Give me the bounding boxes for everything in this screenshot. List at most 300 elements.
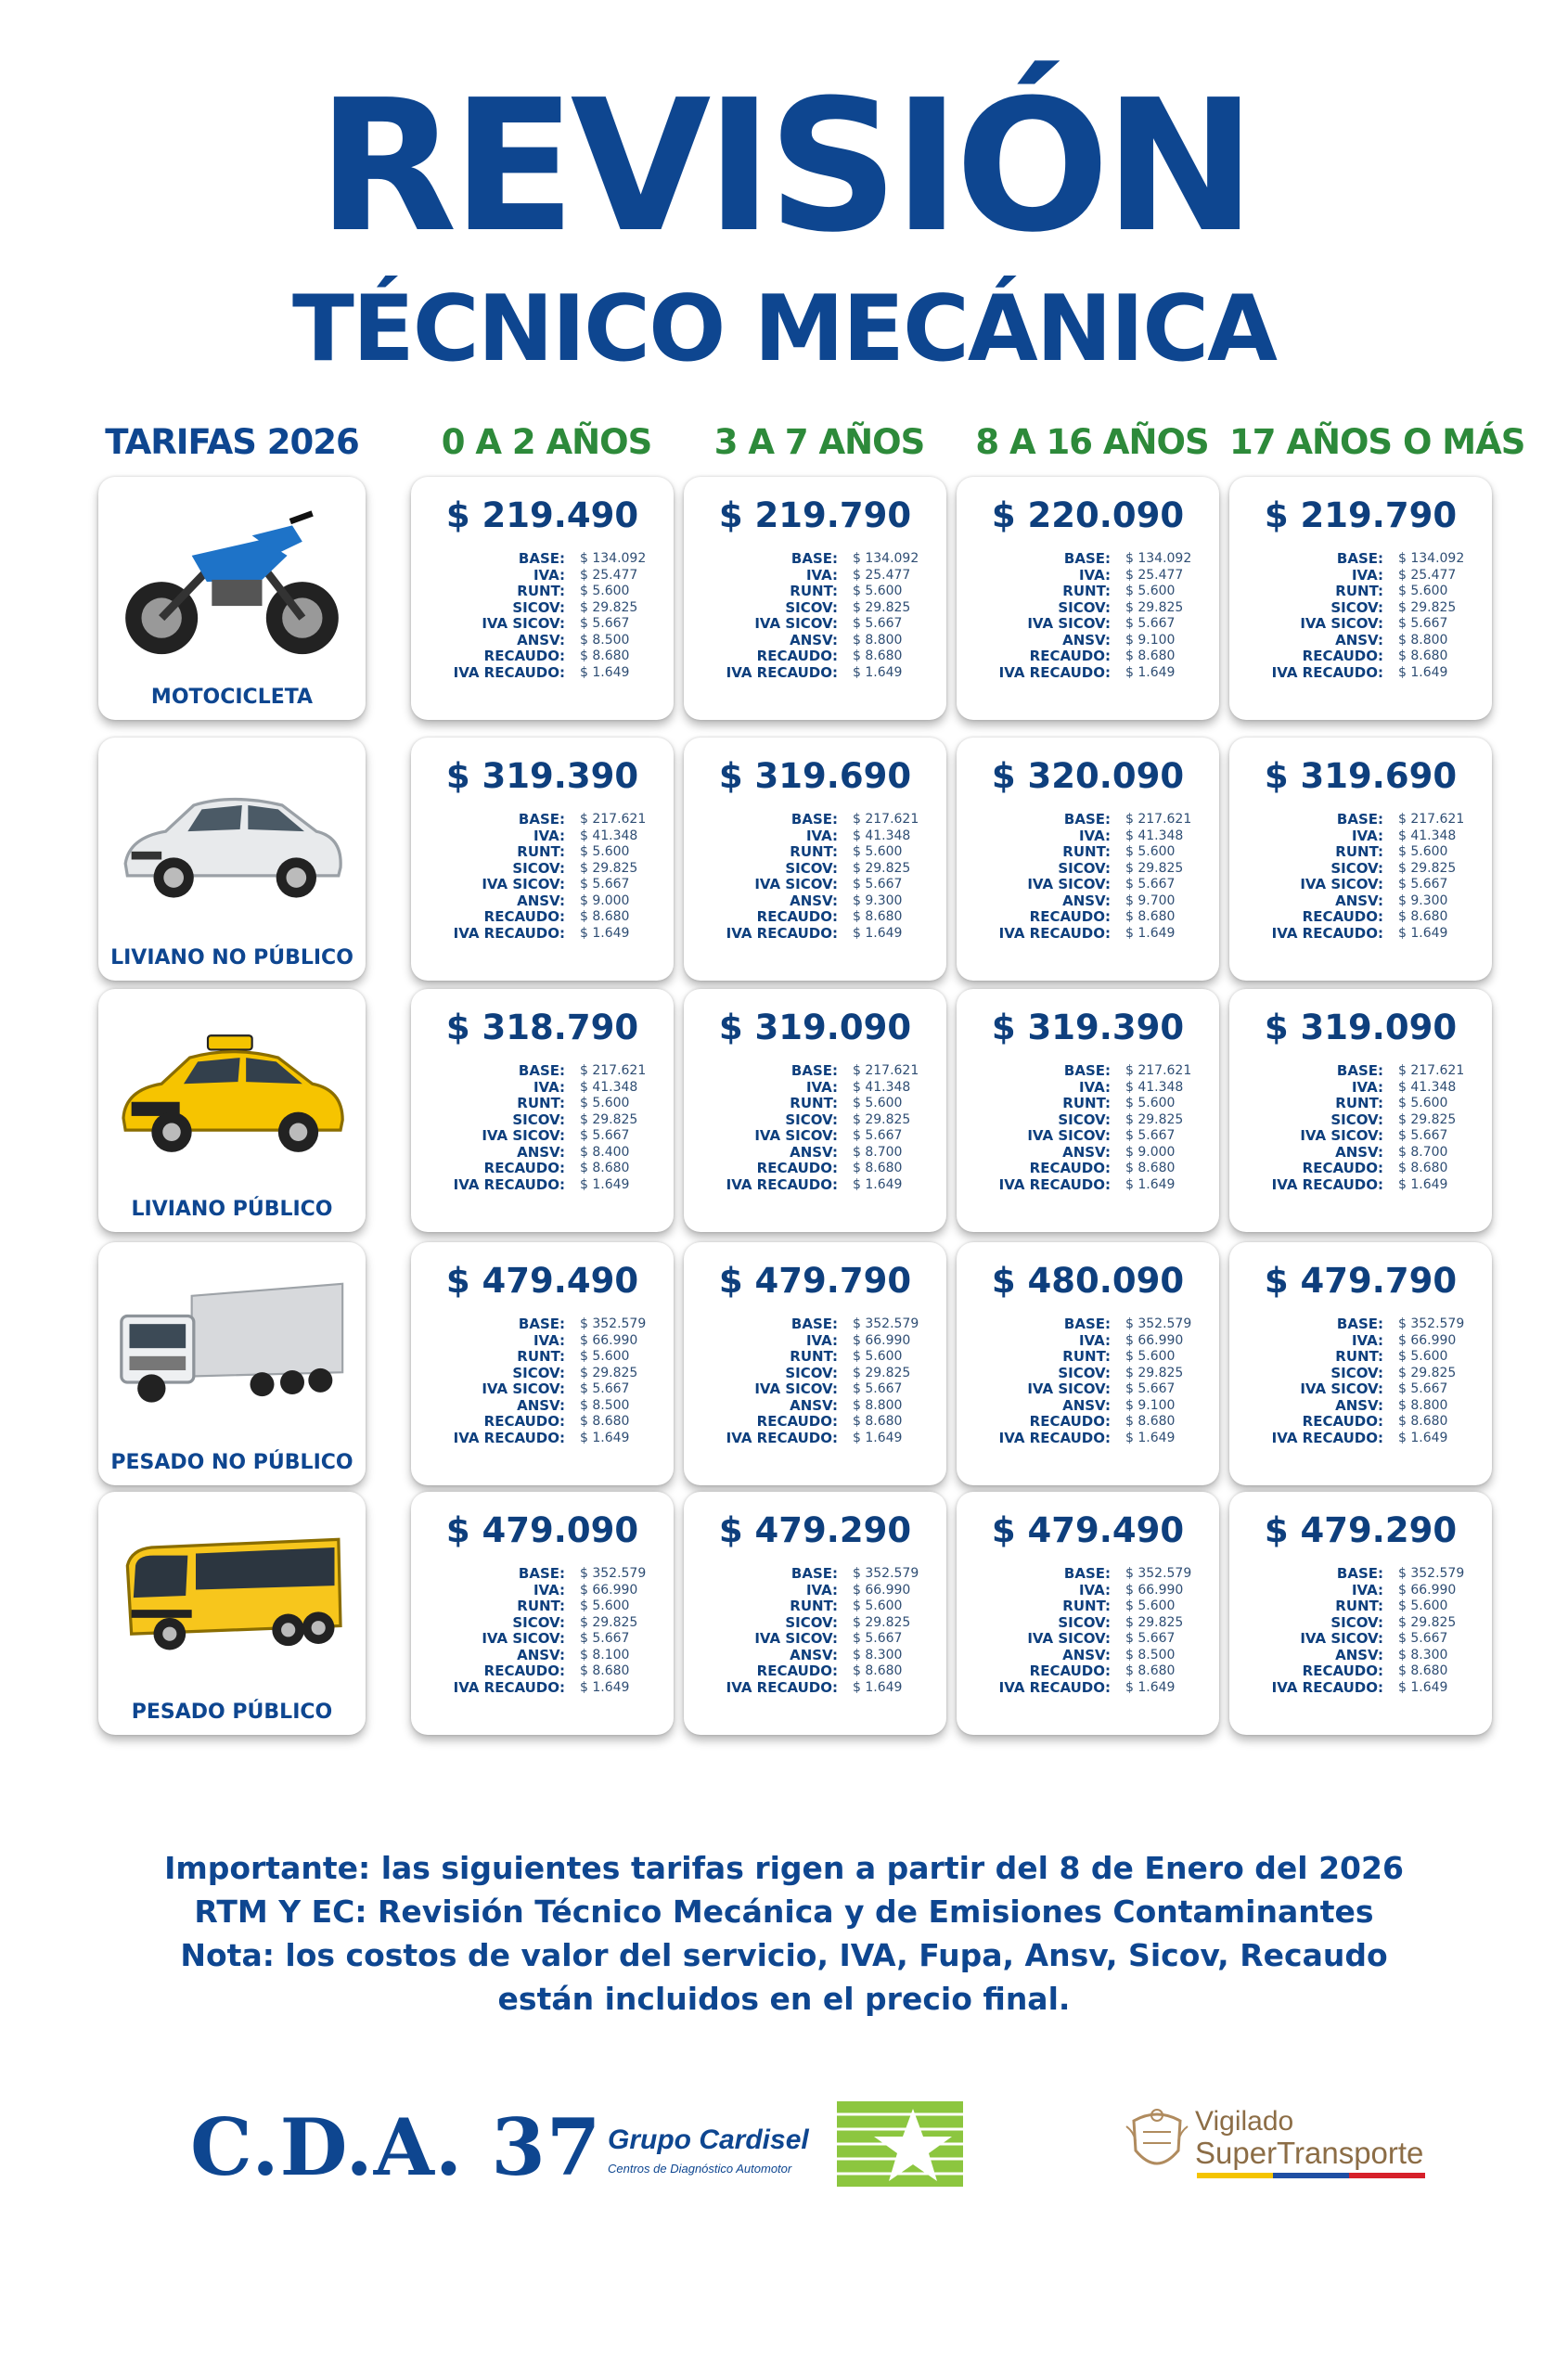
breakdown-value: $ 8.680 [853,1414,903,1429]
breakdown-row [984,844,1210,861]
breakdown-row [439,1381,664,1398]
breakdown-row [1257,568,1483,584]
breakdown-label: BASE: [518,550,565,567]
breakdown-label: RECAUDO: [483,1160,565,1176]
breakdown-value: $ 8.680 [580,1161,630,1175]
breakdown-label: RECAUDO: [756,1662,838,1679]
breakdown-row [984,1316,1210,1333]
breakdown-value: $ 5.667 [580,1128,630,1143]
grupo-cardisel-subtitle: Centros de Diagnóstico Automotor [608,2162,792,2176]
price-card-motocicleta-0 [411,477,674,720]
breakdown-value: $ 5.600 [853,1349,903,1364]
breakdown-value: $ 8.500 [580,632,630,648]
breakdown-row [984,1398,1210,1415]
vehicle-label: MOTOCICLETA [150,686,314,709]
breakdown-row [984,1349,1210,1366]
breakdown-row [984,1112,1210,1129]
breakdown-label: SICOV: [512,598,565,616]
breakdown-value: $ 8.400 [580,1144,630,1160]
breakdown-value: $ 5.667 [580,1381,630,1396]
breakdown-value: $ 8.680 [1398,1663,1448,1678]
price-card-pesado-no-publico-3 [1229,1242,1492,1485]
breakdown-label: BASE: [1063,1062,1111,1079]
price-breakdown [1257,1063,1483,1193]
breakdown-value: $ 29.825 [1125,599,1184,615]
breakdown-value: $ 29.825 [580,860,638,876]
breakdown-label: ANSV: [1335,892,1383,909]
breakdown-value: $ 29.825 [580,1365,638,1380]
price-breakdown [1257,1566,1483,1696]
breakdown-row [439,1063,664,1080]
breakdown-row [712,1381,937,1398]
breakdown-label: IVA RECAUDO: [1271,1678,1383,1696]
breakdown-value: $ 352.579 [1398,1566,1465,1581]
breakdown-label: BASE: [790,1062,838,1079]
breakdown-value: $ 134.092 [1398,551,1465,566]
breakdown-row [984,877,1210,893]
breakdown-label: ANSV: [1062,1396,1111,1414]
breakdown-row [712,861,937,878]
breakdown-row [439,1631,664,1648]
breakdown-value: $ 217.621 [853,1063,919,1078]
breakdown-value: $ 134.092 [1125,551,1192,566]
breakdown-value: $ 1.649 [1125,1679,1176,1695]
breakdown-value: $ 5.667 [1398,1381,1448,1396]
breakdown-row [712,1598,937,1615]
breakdown-label: IVA: [1078,1581,1111,1598]
breakdown-row [1257,633,1483,649]
breakdown-value: $ 29.825 [853,1111,911,1127]
breakdown-row [712,568,937,584]
breakdown-label: IVA RECAUDO: [453,924,565,942]
breakdown-value: $ 8.700 [1398,1144,1448,1160]
breakdown-value: $ 1.649 [580,1430,630,1445]
breakdown-value: $ 9.300 [853,892,903,908]
price-card-liviano-no-publico-3 [1229,738,1492,981]
breakdown-value: $ 9.100 [1125,1397,1176,1413]
breakdown-value: $ 5.600 [580,844,630,859]
breakdown-value: $ 5.667 [853,1128,903,1143]
breakdown-label: IVA RECAUDO: [453,663,565,681]
price-breakdown [712,551,937,681]
breakdown-value: $ 8.680 [1125,909,1176,924]
breakdown-value: $ 5.600 [1398,1096,1448,1110]
total-price: $ 480.090 [991,1261,1185,1301]
breakdown-row [439,633,664,649]
breakdown-value: $ 1.649 [853,1430,903,1445]
breakdown-value: $ 5.600 [580,584,630,598]
price-breakdown [712,1566,937,1696]
breakdown-label: RUNT: [1062,1598,1111,1614]
breakdown-value: $ 8.300 [853,1647,903,1662]
breakdown-value: $ 352.579 [1125,1316,1192,1331]
breakdown-label: IVA RECAUDO: [1271,924,1383,942]
breakdown-row [439,1128,664,1145]
breakdown-row [1257,1566,1483,1583]
breakdown-row [439,1080,664,1097]
breakdown-value: $ 5.600 [853,844,903,859]
breakdown-label: IVA RECAUDO: [1271,1429,1383,1446]
breakdown-row [712,584,937,600]
breakdown-label: IVA: [1078,1078,1111,1096]
breakdown-label: RUNT: [1335,1095,1383,1111]
vehicle-card-liviano-no-publico [98,738,366,981]
breakdown-row [439,893,664,910]
breakdown-value: $ 25.477 [853,567,911,583]
price-breakdown [984,1316,1210,1446]
breakdown-value: $ 41.348 [1125,1079,1184,1095]
breakdown-row [439,1398,664,1415]
breakdown-row [1257,1316,1483,1333]
breakdown-row [1257,616,1483,633]
breakdown-value: $ 8.680 [1398,1161,1448,1175]
breakdown-label: IVA SICOV: [482,1380,565,1397]
breakdown-label: IVA: [1351,566,1383,584]
breakdown-label: RUNT: [1062,1348,1111,1365]
breakdown-value: $ 29.825 [1125,860,1184,876]
breakdown-label: ANSV: [517,631,565,648]
breakdown-value: $ 66.990 [580,1582,638,1598]
breakdown-row [1257,1398,1483,1415]
title-tecnico-mecanica: TÉCNICO MECÁNICA [291,276,1277,382]
breakdown-value: $ 25.477 [1398,567,1457,583]
breakdown-label: SICOV: [1058,1613,1111,1631]
breakdown-label: RUNT: [1062,583,1111,599]
breakdown-label: IVA SICOV: [754,1380,838,1397]
breakdown-row [712,1112,937,1129]
breakdown-label: ANSV: [790,1143,838,1161]
header-age-1: 3 A 7 AÑOS [713,422,925,462]
breakdown-row [439,648,664,665]
breakdown-row [1257,1663,1483,1680]
breakdown-label: IVA: [533,1078,565,1096]
breakdown-row [984,1615,1210,1632]
breakdown-label: IVA: [533,827,565,844]
price-breakdown [984,812,1210,942]
breakdown-value: $ 352.579 [853,1566,919,1581]
breakdown-row [712,909,937,926]
breakdown-value: $ 8.680 [1398,1414,1448,1429]
breakdown-value: $ 29.825 [1398,599,1457,615]
breakdown-label: ANSV: [517,892,565,909]
price-breakdown [1257,1316,1483,1446]
breakdown-row [984,1145,1210,1162]
breakdown-value: $ 8.800 [1398,632,1448,648]
breakdown-label: IVA RECAUDO: [998,1175,1111,1193]
breakdown-label: SICOV: [1058,1110,1111,1128]
breakdown-label: IVA: [1351,1078,1383,1096]
breakdown-value: $ 1.649 [853,664,903,680]
vigilado-text: Vigilado [1195,2106,1294,2137]
breakdown-row [439,1096,664,1112]
vehicle-label: LIVIANO PÚBLICO [131,1198,333,1221]
breakdown-label: BASE: [518,1565,565,1582]
breakdown-row [984,1161,1210,1177]
breakdown-value: $ 5.667 [853,1631,903,1646]
breakdown-label: IVA RECAUDO: [998,663,1111,681]
breakdown-label: SICOV: [512,1364,565,1381]
breakdown-row [712,1680,937,1697]
breakdown-row [712,1177,937,1194]
breakdown-value: $ 5.667 [580,1631,630,1646]
breakdown-label: IVA: [533,1331,565,1349]
total-price: $ 220.090 [991,495,1185,535]
breakdown-label: RECAUDO: [1302,1160,1383,1176]
breakdown-value: $ 5.600 [853,584,903,598]
breakdown-row [439,1663,664,1680]
breakdown-row [1257,1112,1483,1129]
breakdown-value: $ 8.680 [580,1414,630,1429]
breakdown-label: RUNT: [1335,1348,1383,1365]
breakdown-row [439,828,664,845]
breakdown-label: RUNT: [790,1095,838,1111]
breakdown-row [439,926,664,943]
breakdown-label: IVA RECAUDO: [1271,1175,1383,1193]
breakdown-label: IVA RECAUDO: [1271,663,1383,681]
price-breakdown [712,1063,937,1193]
breakdown-label: IVA RECAUDO: [453,1429,565,1446]
total-price: $ 219.790 [718,495,912,535]
breakdown-label: RECAUDO: [756,648,838,664]
price-card-liviano-no-publico-2 [957,738,1219,981]
total-price: $ 319.390 [445,756,639,796]
breakdown-value: $ 217.621 [1125,812,1192,827]
breakdown-row [1257,1333,1483,1350]
breakdown-value: $ 8.800 [853,632,903,648]
breakdown-row [439,1648,664,1664]
breakdown-value: $ 9.700 [1125,892,1176,908]
total-price: $ 479.090 [445,1510,639,1550]
breakdown-row [439,568,664,584]
breakdown-row [1257,1128,1483,1145]
breakdown-row [984,1414,1210,1431]
breakdown-row [712,1316,937,1333]
breakdown-label: RECAUDO: [756,1413,838,1430]
breakdown-value: $ 1.649 [1398,1679,1448,1695]
breakdown-row [1257,909,1483,926]
total-price: $ 479.490 [991,1510,1185,1550]
breakdown-label: RUNT: [1062,1095,1111,1111]
breakdown-row [984,926,1210,943]
breakdown-value: $ 29.825 [580,599,638,615]
breakdown-label: RECAUDO: [483,1413,565,1430]
total-price: $ 219.790 [1264,495,1458,535]
breakdown-row [712,1398,937,1415]
breakdown-value: $ 5.600 [1125,584,1176,598]
vehicle-label: PESADO NO PÚBLICO [110,1451,353,1474]
breakdown-value: $ 1.649 [580,664,630,680]
breakdown-value: $ 5.600 [580,1349,630,1364]
breakdown-row [984,828,1210,845]
header-tarifas: TARIFAS 2026 [105,422,359,462]
breakdown-label: SICOV: [785,598,838,616]
breakdown-label: BASE: [790,1316,838,1332]
breakdown-value: $ 5.600 [1398,584,1448,598]
breakdown-value: $ 5.667 [1398,616,1448,631]
breakdown-row [1257,828,1483,845]
breakdown-value: $ 66.990 [1398,1332,1457,1348]
breakdown-value: $ 8.680 [1398,909,1448,924]
breakdown-row [1257,1414,1483,1431]
breakdown-value: $ 8.680 [1125,1161,1176,1175]
breakdown-row [439,1112,664,1129]
price-card-pesado-no-publico-1 [684,1242,946,1485]
price-breakdown [1257,812,1483,942]
breakdown-label: IVA SICOV: [754,615,838,632]
breakdown-row [439,1680,664,1697]
breakdown-value: $ 29.825 [1125,1365,1184,1380]
breakdown-row [712,600,937,617]
breakdown-value: $ 8.680 [580,909,630,924]
breakdown-row [439,1366,664,1382]
cardisel-star-logo-icon [837,2101,963,2187]
total-price: $ 479.290 [1264,1510,1458,1550]
breakdown-label: IVA RECAUDO: [453,1678,565,1696]
breakdown-value: $ 1.649 [1125,1430,1176,1445]
breakdown-value: $ 5.600 [853,1096,903,1110]
breakdown-value: $ 5.667 [1125,1128,1176,1143]
breakdown-row [712,1566,937,1583]
breakdown-value: $ 8.700 [853,1144,903,1160]
breakdown-value: $ 5.667 [580,616,630,631]
breakdown-row [712,633,937,649]
breakdown-label: BASE: [1063,550,1111,567]
breakdown-label: RUNT: [790,1598,838,1614]
price-breakdown [439,1566,664,1696]
breakdown-label: RECAUDO: [483,1662,565,1679]
breakdown-row [984,648,1210,665]
total-price: $ 479.290 [718,1510,912,1550]
breakdown-value: $ 9.000 [580,892,630,908]
breakdown-row [712,1333,937,1350]
breakdown-row [712,1349,937,1366]
breakdown-value: $ 8.680 [1125,1414,1176,1429]
total-price: $ 479.790 [718,1261,912,1301]
breakdown-value: $ 41.348 [1398,828,1457,843]
breakdown-label: BASE: [1063,1565,1111,1582]
breakdown-row [984,584,1210,600]
price-card-pesado-publico-0 [411,1492,674,1735]
breakdown-label: ANSV: [517,1646,565,1663]
vehicle-card-pesado-publico [98,1492,366,1735]
breakdown-value: $ 5.667 [1125,877,1176,892]
breakdown-value: $ 1.649 [1125,1176,1176,1192]
breakdown-value: $ 1.649 [853,1679,903,1695]
breakdown-value: $ 8.680 [1125,648,1176,663]
breakdown-row [984,909,1210,926]
total-price: $ 320.090 [991,756,1185,796]
breakdown-label: RECAUDO: [1029,648,1111,664]
breakdown-value: $ 5.667 [853,616,903,631]
breakdown-row [984,1366,1210,1382]
breakdown-label: ANSV: [790,892,838,909]
supertransporte-text: SuperTransporte [1195,2136,1424,2170]
breakdown-value: $ 29.825 [1398,860,1457,876]
colombia-shield-icon [1125,2104,1189,2180]
breakdown-value: $ 8.500 [1125,1647,1176,1662]
breakdown-value: $ 352.579 [1398,1316,1465,1331]
breakdown-row [712,665,937,682]
breakdown-row [439,1145,664,1162]
breakdown-row [712,877,937,893]
breakdown-value: $ 9.300 [1398,892,1448,908]
truck-icon [111,1257,353,1435]
breakdown-label: SICOV: [512,859,565,877]
price-breakdown [984,1566,1210,1696]
price-breakdown [439,1063,664,1193]
breakdown-row [984,1631,1210,1648]
price-breakdown [984,1063,1210,1193]
breakdown-value: $ 1.649 [1125,664,1176,680]
total-price: $ 319.090 [1264,1008,1458,1047]
breakdown-row [984,633,1210,649]
breakdown-label: BASE: [1336,1316,1383,1332]
breakdown-label: IVA: [1351,827,1383,844]
breakdown-label: RECAUDO: [1029,1160,1111,1176]
breakdown-label: IVA RECAUDO: [998,1678,1111,1696]
price-breakdown [439,812,664,942]
vehicle-card-liviano-publico [98,989,366,1232]
price-card-liviano-publico-1 [684,989,946,1232]
breakdown-label: SICOV: [785,859,838,877]
breakdown-row [1257,861,1483,878]
breakdown-value: $ 8.680 [580,1663,630,1678]
price-breakdown [439,1316,664,1446]
breakdown-label: IVA SICOV: [1027,615,1111,632]
price-breakdown [439,551,664,681]
breakdown-label: IVA SICOV: [754,1127,838,1144]
breakdown-value: $ 9.000 [1125,1144,1176,1160]
breakdown-row [1257,1381,1483,1398]
breakdown-row [984,1063,1210,1080]
breakdown-value: $ 29.825 [853,860,911,876]
breakdown-row [1257,1615,1483,1632]
grupo-cardisel: Grupo Cardisel [608,2125,809,2155]
breakdown-value: $ 5.600 [1125,1598,1176,1613]
breakdown-label: IVA SICOV: [1027,1380,1111,1397]
motorcycle-icon [111,492,353,670]
breakdown-row [439,1333,664,1350]
breakdown-value: $ 1.649 [1125,925,1176,941]
breakdown-label: IVA RECAUDO: [726,663,838,681]
breakdown-label: ANSV: [790,1396,838,1414]
breakdown-value: $ 41.348 [853,828,911,843]
breakdown-label: IVA SICOV: [1300,1380,1383,1397]
note-importante: Importante: las siguientes tarifas rigen a partir del 8 de Enero del 2026 [164,1850,1404,1886]
breakdown-value: $ 8.800 [853,1397,903,1413]
breakdown-row [439,877,664,893]
breakdown-value: $ 8.680 [580,648,630,663]
breakdown-value: $ 8.680 [853,1663,903,1678]
breakdown-row [984,1128,1210,1145]
breakdown-row [1257,893,1483,910]
breakdown-value: $ 29.825 [1398,1614,1457,1630]
breakdown-value: $ 5.600 [1125,1096,1176,1110]
breakdown-value: $ 5.667 [580,877,630,892]
breakdown-value: $ 217.621 [580,1063,647,1078]
breakdown-row [984,1177,1210,1194]
breakdown-value: $ 66.990 [853,1332,911,1348]
breakdown-value: $ 29.825 [1398,1365,1457,1380]
breakdown-value: $ 352.579 [580,1566,647,1581]
breakdown-label: RECAUDO: [1302,1662,1383,1679]
vehicle-card-pesado-no-publico [98,1242,366,1485]
breakdown-row [984,861,1210,878]
price-card-pesado-publico-3 [1229,1492,1492,1735]
breakdown-label: BASE: [518,1062,565,1079]
breakdown-value: $ 134.092 [580,551,647,566]
price-card-pesado-no-publico-2 [957,1242,1219,1485]
